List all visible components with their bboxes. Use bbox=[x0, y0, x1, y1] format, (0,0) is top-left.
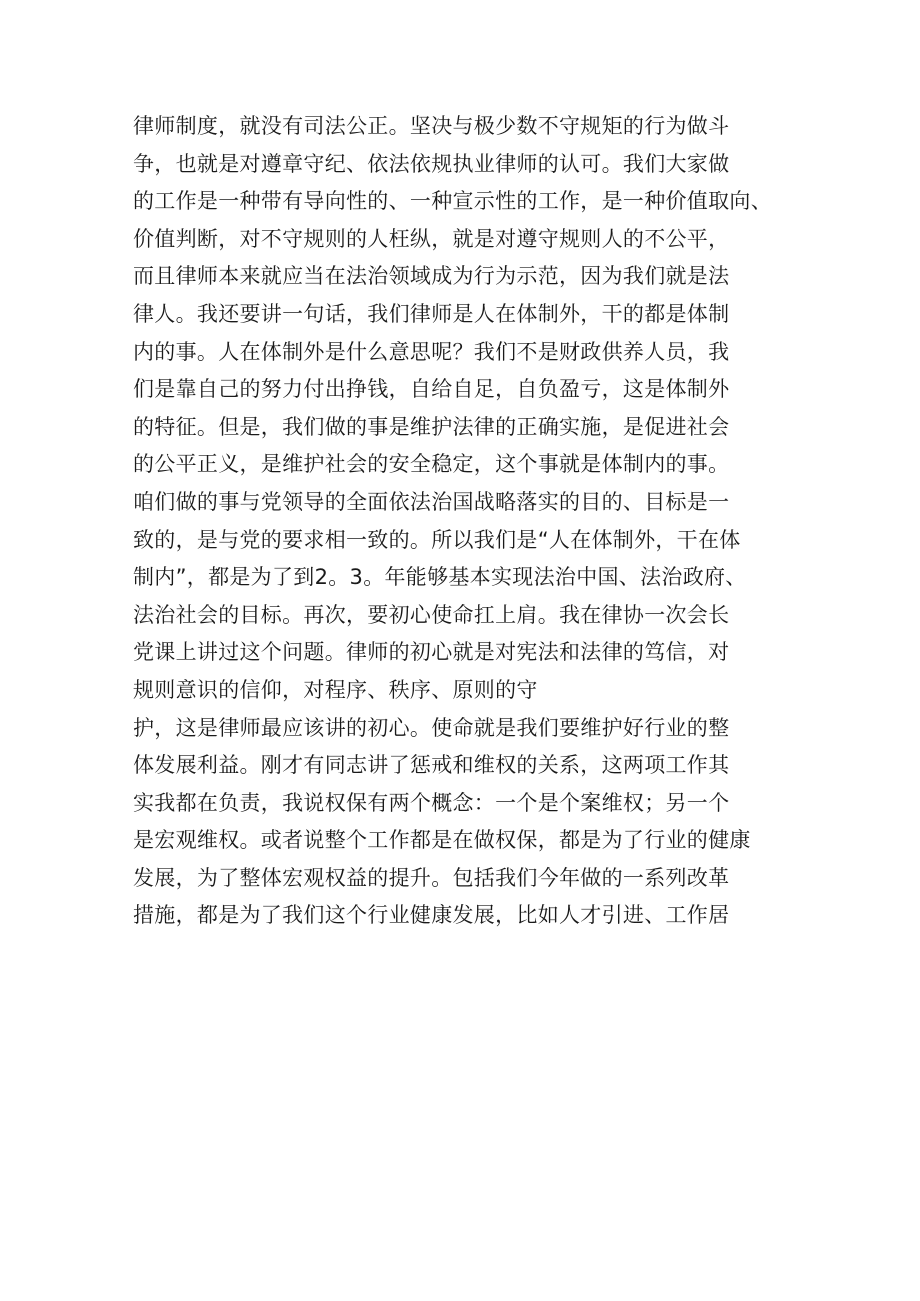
text-line: 实我都在负责，我说权保有两个概念：一个是个案维权；另一个 bbox=[133, 790, 730, 815]
text-line: 措施，都是为了我们这个行业健康发展，比如人才引进、工作居 bbox=[133, 903, 730, 928]
text-line: 价值判断，对不守规则的人枉纵，就是对遵守规则人的不公平， bbox=[133, 226, 730, 251]
body-text bbox=[133, 108, 833, 935]
text-line: 们是靠自己的努力付出挣钱，自给自足，自负盈亏，这是体制外 bbox=[133, 377, 730, 402]
text-line: 争，也就是对遵章守纪、依法依规执业律师的认可。我们大家做 bbox=[133, 151, 730, 176]
text-line: 咱们做的事与党领导的全面依法治国战略落实的目的、目标是一 bbox=[133, 489, 730, 514]
text-line: 的公平正义，是维护社会的安全稳定，这个事就是体制内的事。 bbox=[133, 452, 730, 477]
text-line: 律人。我还要讲一句话，我们律师是人在体制外，干的都是体制 bbox=[133, 301, 730, 326]
text-line: 发展，为了整体宏观权益的提升。包括我们今年做的一系列改革 bbox=[133, 865, 730, 890]
text-line: 党课上讲过这个问题。律师的初心就是对宪法和法律的笃信，对 bbox=[133, 640, 730, 665]
text-line: 律师制度，就没有司法公正。坚决与极少数不守规矩的行为做斗 bbox=[133, 114, 730, 138]
text-line: 的特征。但是，我们做的事是维护法律的正确实施，是促进社会 bbox=[133, 414, 730, 439]
text-line: 制内”，都是为了到2。3。年能够基本实现法治中国、法治政府、 bbox=[133, 565, 747, 590]
text-line: 法治社会的目标。再次，要初心使命扛上肩。我在律协一次会长 bbox=[133, 602, 730, 627]
text-line: 而且律师本来就应当在法治领域成为行为示范，因为我们就是法 bbox=[133, 264, 730, 289]
text-line: 护，这是律师最应该讲的初心。使命就是我们要维护好行业的整 bbox=[133, 715, 730, 740]
text-line: 规则意识的信仰，对程序、秩序、原则的守 bbox=[133, 677, 538, 702]
text-line: 内的事。人在体制外是什么意思呢？我们不是财政供养人员，我 bbox=[133, 339, 730, 364]
text-line: 是宏观维权。或者说整个工作都是在做权保，都是为了行业的健康 bbox=[133, 828, 751, 853]
text-line: 致的，是与党的要求相一致的。所以我们是“人在体制外，干在体 bbox=[133, 527, 741, 552]
text-line: 的工作是一种带有导向性的、一种宣示性的工作，是一种价值取向、 bbox=[133, 189, 772, 214]
text-line: 体发展利益。刚才有同志讲了惩戒和维权的关系，这两项工作其 bbox=[133, 753, 730, 778]
